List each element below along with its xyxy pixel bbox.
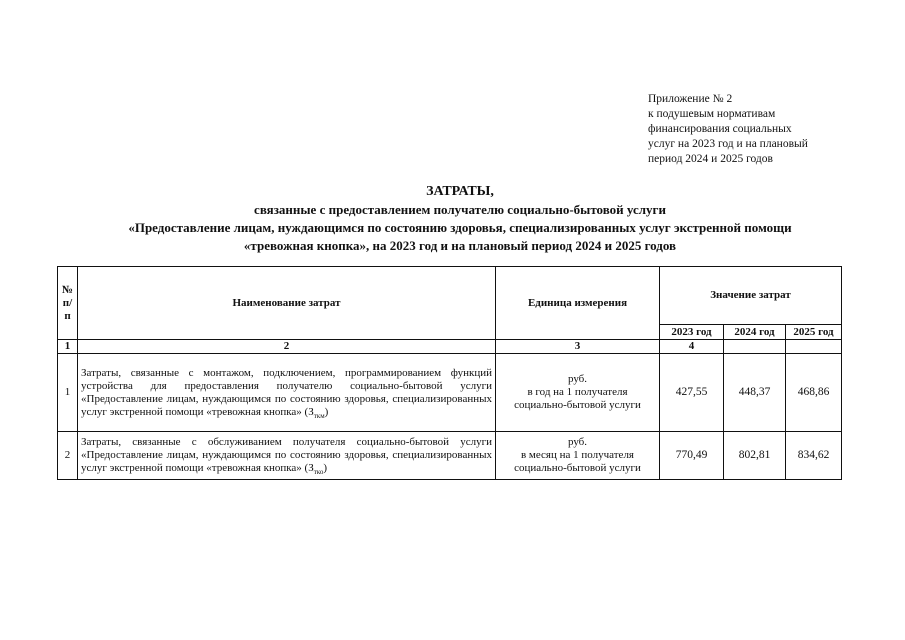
cost-name	[78, 354, 496, 432]
value-2023: 770,49	[660, 432, 724, 480]
header-unit: Единица измерения	[496, 267, 660, 340]
cost-name-tail: )	[324, 405, 329, 418]
title-heading: ЗАТРАТЫ,	[426, 184, 494, 199]
unit-line: руб.	[567, 373, 588, 385]
cost-code: тко	[313, 468, 324, 477]
unit-line: социально-бытовой услуги	[514, 399, 641, 411]
table-header-row	[58, 267, 842, 325]
table-row	[58, 432, 842, 480]
document-title	[40, 183, 880, 255]
costs-table	[57, 266, 842, 480]
empty-cell	[724, 340, 786, 354]
title-line: «тревожная кнопка», на 2023 год и на плановый период 2024 и 2025 годов	[243, 238, 677, 253]
header-year-2023: 2023 год	[660, 325, 724, 340]
value-2025: 834,62	[786, 432, 842, 480]
value-2023: 427,55	[660, 354, 724, 432]
unit-line: социально-бытовой услуги	[514, 462, 641, 474]
column-number: 4	[660, 340, 724, 354]
column-number: 1	[58, 340, 78, 354]
column-number: 3	[496, 340, 660, 354]
unit-line: в месяц на 1 получателя	[520, 449, 634, 461]
header-value: Значение затрат	[660, 267, 842, 325]
header-year-2024: 2024 год	[724, 325, 786, 340]
title-line: «Предоставление лицам, нуждающимся по состоянию здоровья, специализированных услуг экстренной помощи	[128, 220, 792, 235]
unit-line: в год на 1 получателя	[527, 386, 628, 398]
row-number: 2	[58, 432, 78, 480]
empty-cell	[786, 340, 842, 354]
cost-name-text: Затраты, связанные с монтажом, подключением, программированием функций устройства для предоставления получателю социально-бытовой услуги «Предоставление лицам, нуждающимся по состоянию здоровья, специализированных услуг экстренной помощи «тревожная кнопка» (З	[81, 366, 492, 418]
unit-cell	[496, 354, 660, 432]
appendix-note	[648, 92, 888, 167]
table-row	[58, 354, 842, 432]
row-number: 1	[58, 354, 78, 432]
value-2024: 802,81	[724, 432, 786, 480]
value-2024: 448,37	[724, 354, 786, 432]
value-2025: 468,86	[786, 354, 842, 432]
appendix-line: услуг на 2023 год и на плановый	[648, 138, 808, 150]
header-name: Наименование затрат	[78, 267, 496, 340]
appendix-line: период 2024 и 2025 годов	[648, 153, 773, 165]
title-line: связанные с предоставлением получателю социально-бытовой услуги	[254, 202, 666, 217]
cost-name	[78, 432, 496, 480]
column-number: 2	[78, 340, 496, 354]
cost-name-tail: )	[323, 462, 328, 474]
appendix-line: финансирования социальных	[648, 123, 792, 135]
column-number-row	[58, 340, 842, 354]
header-num: № п/п	[58, 267, 78, 340]
cost-code: ткм	[313, 411, 325, 420]
appendix-line: к подушевым нормативам	[648, 108, 776, 120]
appendix-line: Приложение № 2	[648, 93, 733, 105]
header-year-2025: 2025 год	[786, 325, 842, 340]
unit-cell	[496, 432, 660, 480]
cost-name-text: Затраты, связанные с обслуживанием получателя социально-бытовой услуги «Предоставление лицам, нуждающимся по состоянию здоровья, специализированных услуг экстренной помощи «тревожная кнопка» (З	[81, 436, 492, 474]
unit-line: руб.	[567, 436, 588, 448]
